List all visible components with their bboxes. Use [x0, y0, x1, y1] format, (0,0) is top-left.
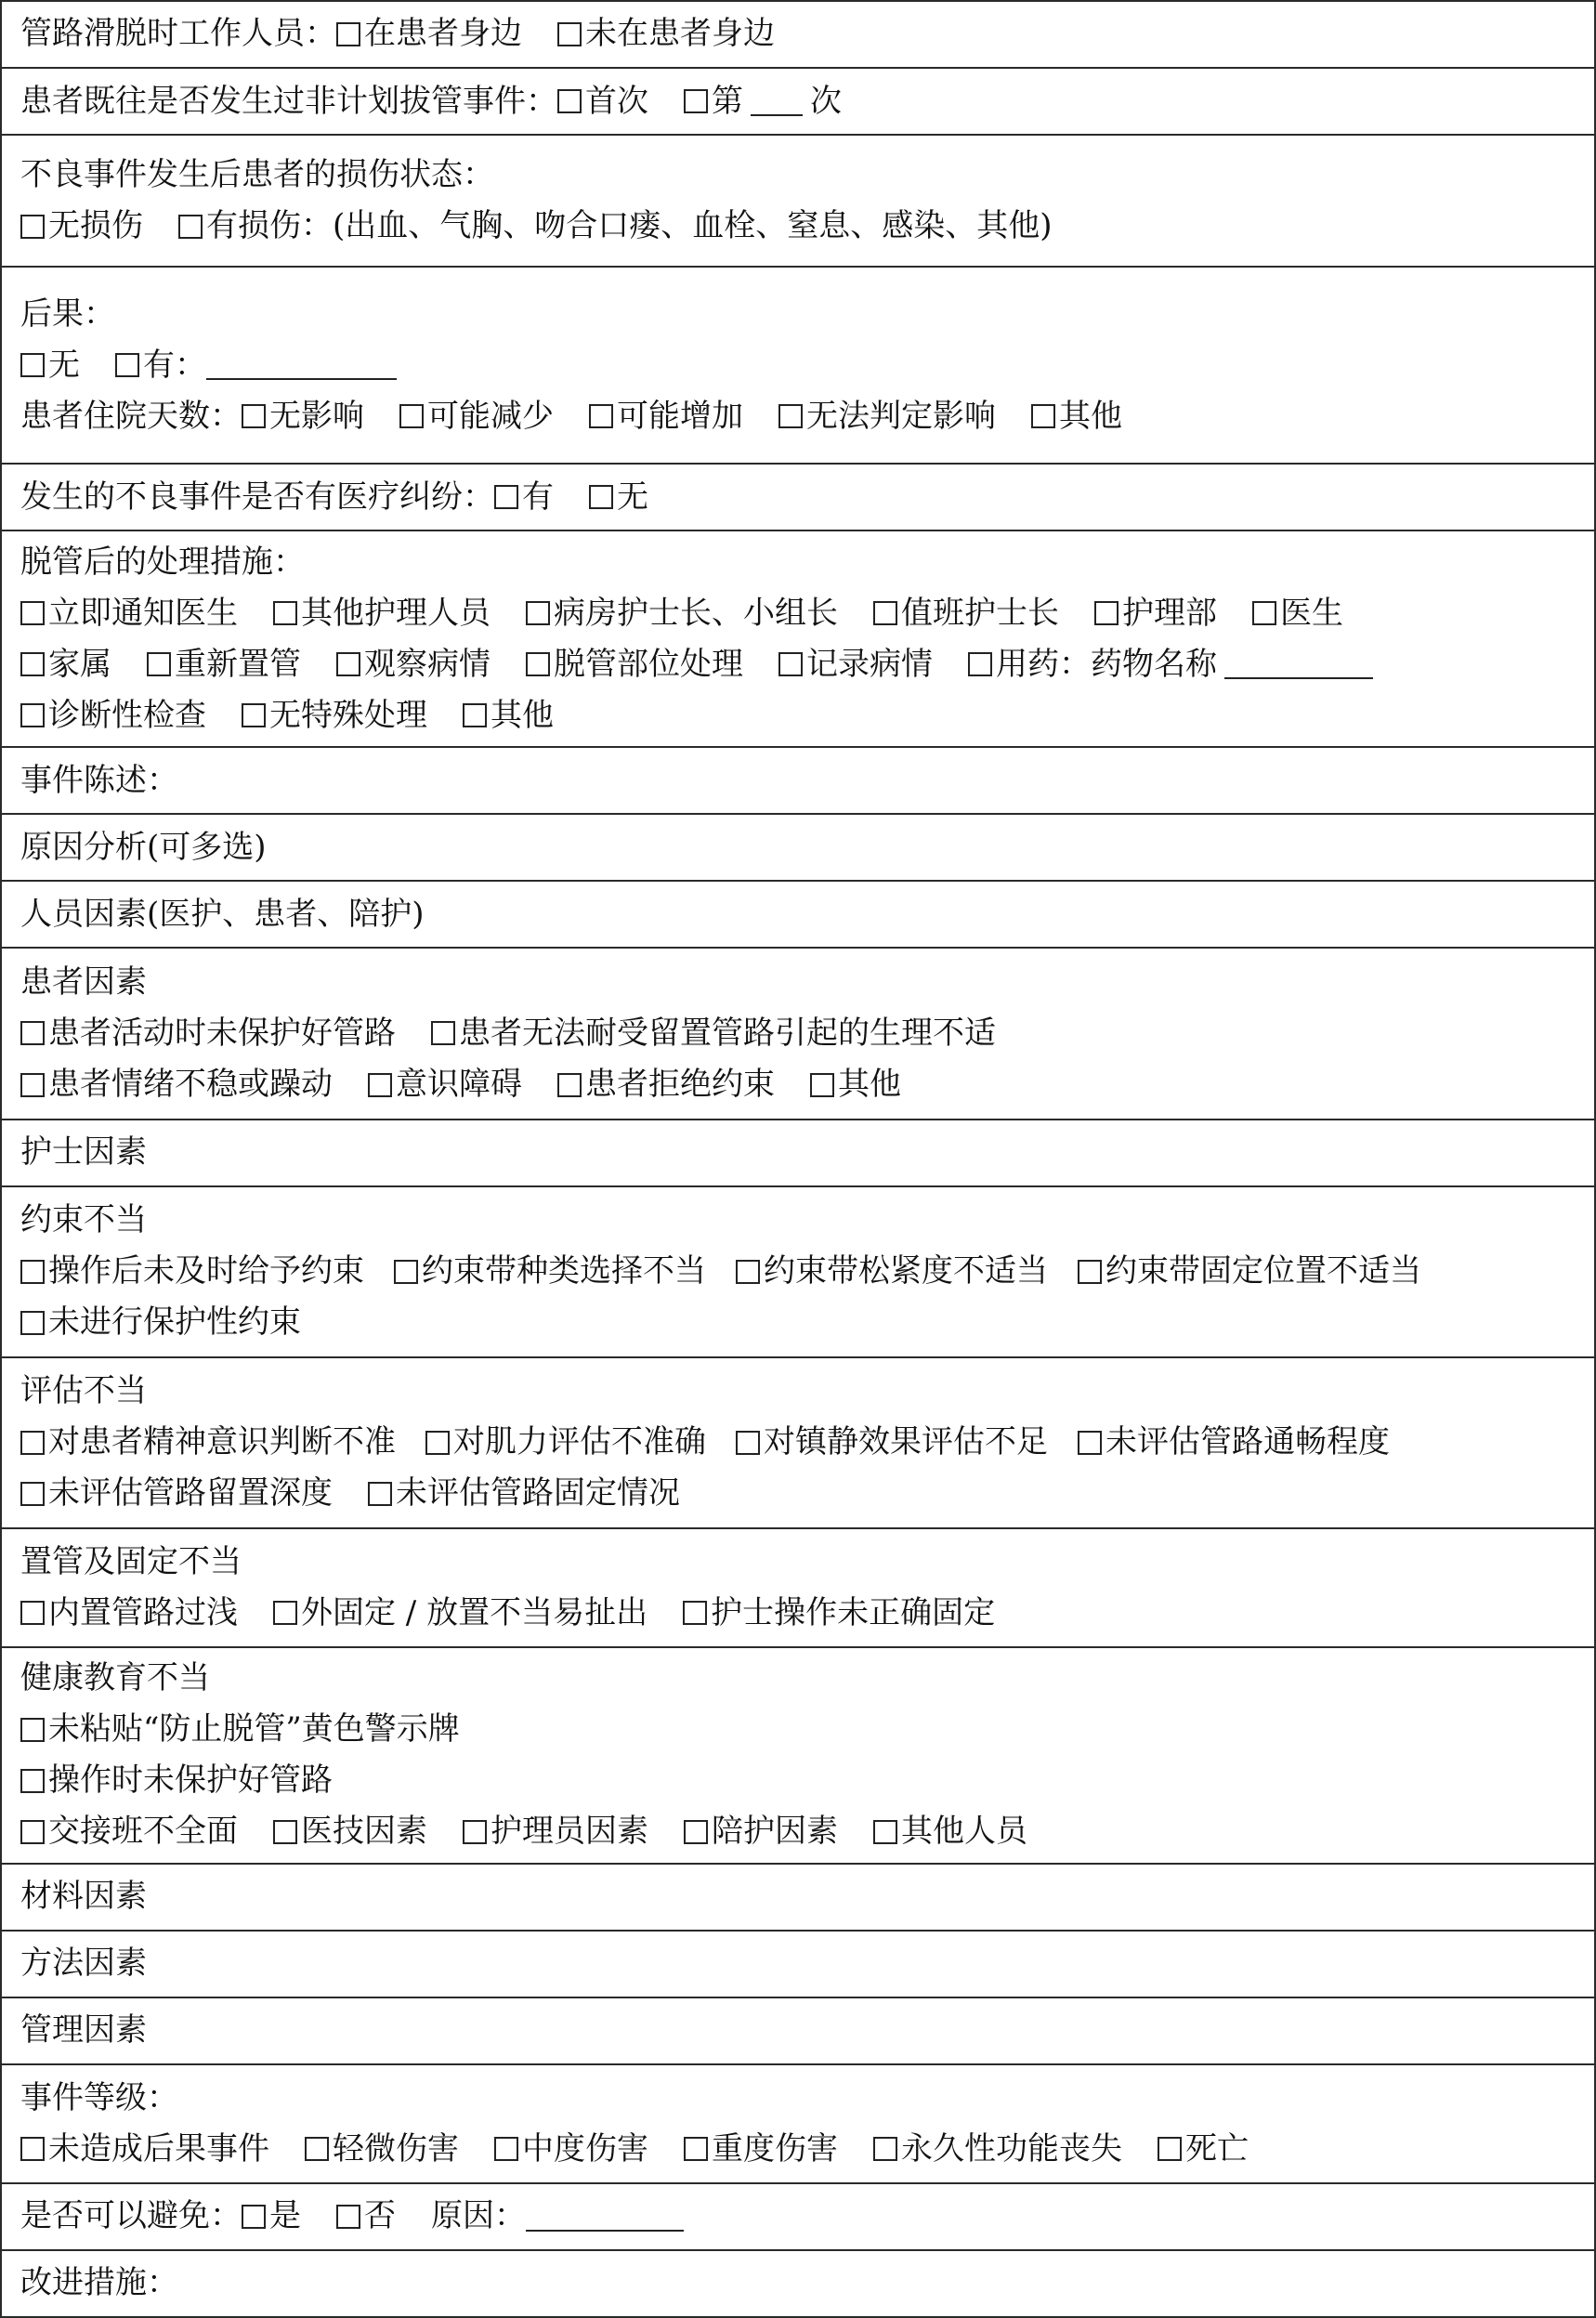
checkbox[interactable]: [20, 652, 45, 676]
option-patient-other[interactable]: 其他: [810, 1059, 901, 1110]
checkbox[interactable]: [20, 1431, 45, 1455]
checkbox[interactable]: [20, 1073, 45, 1097]
option-avoidable-yes[interactable]: 是: [242, 2191, 301, 2242]
option-wrong-restraint-type[interactable]: 约束带种类选择不当: [394, 1246, 706, 1297]
avoidable-section: [2, 2182, 1594, 2249]
option-tube-too-shallow[interactable]: 内置管路过浅: [20, 1588, 238, 1639]
option-no[interactable]: 无: [589, 472, 648, 523]
option-no-injury[interactable]: 无损伤: [20, 201, 143, 252]
cause-analysis-label: 原因分析(可多选): [20, 828, 267, 866]
option-unprotected-during-operation[interactable]: 操作时未保护好管路: [20, 1755, 333, 1806]
improper-restraint-label: 约束不当: [20, 1200, 147, 1238]
option-injury[interactable]: 有损伤：(出血、气胸、吻合口瘘、血栓、窒息、感染、其他): [178, 201, 1053, 252]
prior-extubation-label: 患者既往是否发生过非计划拔管事件：: [20, 82, 557, 120]
option-record-condition[interactable]: 记录病情: [778, 639, 933, 690]
event-level-section: [2, 2063, 1594, 2182]
checkbox[interactable]: [20, 1820, 45, 1844]
checkbox[interactable]: [368, 1073, 392, 1097]
checkbox[interactable]: [20, 1260, 45, 1284]
checkbox[interactable]: [305, 2137, 329, 2161]
checkbox[interactable]: [557, 22, 582, 46]
material-factors-section: [2, 1863, 1594, 1930]
times-blank[interactable]: [751, 86, 803, 116]
checkbox[interactable]: [147, 652, 171, 676]
health-education-section: [2, 1646, 1594, 1863]
checkbox[interactable]: [1158, 2137, 1182, 2161]
checkbox[interactable]: [242, 404, 266, 428]
event-description-section: [2, 746, 1594, 813]
option-agitation[interactable]: 患者情绪不稳或躁动: [20, 1059, 333, 1110]
option-no-consequence[interactable]: 未造成后果事件: [20, 2124, 269, 2175]
injury-status-label: 不良事件发生后患者的损伤状态：: [20, 156, 494, 194]
option-patency-not-assessed[interactable]: 未评估管路通畅程度: [1078, 1417, 1390, 1468]
option-doctor[interactable]: 医生: [1252, 588, 1343, 639]
medical-dispute-label: 发生的不良事件是否有医疗纠纷：: [20, 478, 494, 516]
consequence-label: 后果：: [20, 295, 115, 333]
option-death[interactable]: 死亡: [1158, 2124, 1249, 2175]
checkbox[interactable]: [20, 1311, 45, 1335]
option-wrong-position[interactable]: 约束带固定位置不适当: [1078, 1246, 1421, 1297]
option-other-nursing-staff[interactable]: 其他护理人员: [273, 588, 491, 639]
option-medical-tech-factor[interactable]: 医技因素: [273, 1806, 427, 1857]
checkbox[interactable]: [20, 2137, 45, 2161]
checkbox[interactable]: [242, 703, 266, 727]
option-incomplete-handover[interactable]: 交接班不全面: [20, 1806, 238, 1857]
personnel-factors-label: 人员因素(医护、患者、陪护): [20, 895, 425, 933]
option-external-fixation-improper[interactable]: 外固定 / 放置不当易扯出: [273, 1588, 648, 1639]
option-no-warning-sign[interactable]: 未粘贴“防止脱管”黄色警示牌: [20, 1704, 460, 1755]
option-caregiver-factor[interactable]: 护理员因素: [463, 1806, 648, 1857]
option-permanent-loss[interactable]: 永久性功能丧失: [873, 2124, 1122, 2175]
checkbox[interactable]: [399, 404, 424, 428]
option-may-increase[interactable]: 可能增加: [589, 391, 743, 442]
option-unprotected-during-activity[interactable]: 患者活动时未保护好管路: [20, 1008, 396, 1059]
checkbox[interactable]: [736, 1431, 760, 1455]
checkbox[interactable]: [115, 353, 139, 377]
checkbox[interactable]: [684, 1820, 708, 1844]
management-factors-label: 管理因素: [20, 2011, 147, 2050]
checkbox[interactable]: [20, 1482, 45, 1506]
checkbox[interactable]: [557, 89, 582, 113]
injury-status-section: [2, 134, 1594, 266]
option-no-protective-restraint[interactable]: 未进行保护性约束: [20, 1297, 301, 1348]
checkbox[interactable]: [1252, 601, 1276, 625]
checkbox[interactable]: [20, 1021, 45, 1045]
option-moderate-harm[interactable]: 中度伤害: [494, 2124, 648, 2175]
option-other-personnel[interactable]: 其他人员: [873, 1806, 1027, 1857]
checkbox[interactable]: [1031, 404, 1055, 428]
management-factors-section: [2, 1997, 1594, 2063]
consequence-section: [2, 266, 1594, 463]
checkbox[interactable]: [336, 2205, 360, 2229]
improvement-label: 改进措施：: [20, 2264, 178, 2302]
improper-assessment-section: [2, 1356, 1594, 1527]
option-medication[interactable]: 用药：药物名称: [968, 639, 1380, 690]
checkbox[interactable]: [684, 2137, 708, 2161]
checkbox[interactable]: [1078, 1260, 1102, 1284]
option-yes[interactable]: 有: [494, 472, 554, 523]
option-refuse-restraint[interactable]: 患者拒绝约束: [557, 1059, 775, 1110]
checkbox[interactable]: [242, 2205, 266, 2229]
checkbox[interactable]: [873, 2137, 897, 2161]
staff-presence-label: 管路滑脱时工作人员：: [20, 15, 336, 53]
checkbox[interactable]: [394, 1260, 418, 1284]
checkbox[interactable]: [494, 2137, 518, 2161]
improper-assessment-label: 评估不当: [20, 1372, 147, 1410]
checkbox[interactable]: [684, 89, 708, 113]
option-head-nurse[interactable]: 病房护士长、小组长: [526, 588, 838, 639]
option-depth-not-assessed[interactable]: 未评估管路留置深度: [20, 1468, 333, 1519]
checkbox[interactable]: [425, 1431, 450, 1455]
tube-fixation-section: [2, 1527, 1594, 1646]
checkbox[interactable]: [273, 601, 297, 625]
option-no-effect[interactable]: 无影响: [242, 391, 364, 442]
option-wrong-tightness[interactable]: 约束带松紧度不适当: [736, 1246, 1048, 1297]
checkbox[interactable]: [778, 652, 803, 676]
option-has[interactable]: 有：: [115, 340, 404, 391]
option-intolerance[interactable]: 患者无法耐受留置管路引起的生理不适: [431, 1008, 996, 1059]
checkbox[interactable]: [20, 1601, 45, 1625]
option-avoidable-no[interactable]: 否: [336, 2191, 396, 2242]
checkbox[interactable]: [463, 703, 487, 727]
checkbox[interactable]: [273, 1820, 297, 1844]
option-escort-factor[interactable]: 陪护因素: [684, 1806, 838, 1857]
checkbox[interactable]: [273, 1601, 297, 1625]
reason-blank[interactable]: [526, 2202, 684, 2232]
cause-analysis-section: [2, 813, 1594, 880]
option-none[interactable]: 无: [20, 340, 80, 391]
stay-days-label: 患者住院天数：: [20, 397, 242, 435]
checkbox[interactable]: [20, 1769, 45, 1793]
checkbox[interactable]: [778, 404, 803, 428]
option-reinsert-tube[interactable]: 重新置管: [147, 639, 301, 690]
checkbox[interactable]: [336, 22, 360, 46]
checkbox[interactable]: [810, 1073, 834, 1097]
checkbox[interactable]: [463, 1820, 487, 1844]
option-first-time[interactable]: 首次: [557, 76, 648, 127]
medical-dispute-section: [2, 463, 1594, 530]
handling-measures-label: 脱管后的处理措施：: [20, 543, 305, 581]
option-severe-harm[interactable]: 重度伤害: [684, 2124, 838, 2175]
material-factors-label: 材料因素: [20, 1878, 147, 1916]
checkbox[interactable]: [589, 485, 613, 509]
handling-measures-section: [2, 530, 1594, 746]
checkbox[interactable]: [873, 601, 897, 625]
option-notify-doctor[interactable]: 立即通知医生: [20, 588, 238, 639]
drug-name-blank[interactable]: [1224, 649, 1373, 679]
option-with-patient[interactable]: 在患者身边: [336, 8, 522, 59]
checkbox[interactable]: [20, 353, 45, 377]
checkbox[interactable]: [1078, 1431, 1102, 1455]
checkbox[interactable]: [20, 1718, 45, 1742]
checkbox[interactable]: [20, 215, 45, 239]
option-family[interactable]: 家属: [20, 639, 111, 690]
option-treat-site[interactable]: 脱管部位处理: [526, 639, 743, 690]
prior-extubation-section: [2, 67, 1594, 134]
option-consciousness-misjudged[interactable]: 对患者精神意识判断不准: [20, 1417, 396, 1468]
checkbox[interactable]: [873, 1820, 897, 1844]
option-undetermined[interactable]: 无法判定影响: [778, 391, 996, 442]
personnel-factors-section: [2, 880, 1594, 947]
nurse-factors-section: [2, 1119, 1594, 1185]
checkbox[interactable]: [683, 1601, 707, 1625]
option-sedation-insufficient[interactable]: 对镇静效果评估不足: [736, 1417, 1048, 1468]
option-observe-condition[interactable]: 观察病情: [336, 639, 491, 690]
option-not-with-patient[interactable]: 未在患者身边: [557, 8, 775, 59]
nurse-factors-label: 护士因素: [20, 1133, 147, 1171]
checkbox[interactable]: [1094, 601, 1119, 625]
event-level-label: 事件等级：: [20, 2078, 178, 2116]
event-description-label: 事件陈述：: [20, 761, 178, 799]
checkbox[interactable]: [589, 404, 613, 428]
reason-field[interactable]: 原因：: [431, 2191, 691, 2242]
staff-presence-section: [2, 2, 1594, 67]
consequence-blank[interactable]: [206, 350, 397, 380]
checkbox[interactable]: [20, 601, 45, 625]
checkbox[interactable]: [336, 652, 360, 676]
option-muscle-strength-inaccurate[interactable]: 对肌力评估不准确: [425, 1417, 706, 1468]
option-other-measure[interactable]: 其他: [463, 690, 554, 741]
checkbox[interactable]: [431, 1021, 455, 1045]
option-no-timely-restraint[interactable]: 操作后未及时给予约束: [20, 1246, 364, 1297]
checkbox[interactable]: [557, 1073, 582, 1097]
method-factors-label: 方法因素: [20, 1945, 147, 1983]
improper-restraint-section: [2, 1185, 1594, 1356]
option-fixation-not-assessed[interactable]: 未评估管路固定情况: [368, 1468, 680, 1519]
option-consciousness-disorder[interactable]: 意识障碍: [368, 1059, 522, 1110]
option-duty-head-nurse[interactable]: 值班护士长: [873, 588, 1059, 639]
checkbox[interactable]: [736, 1260, 760, 1284]
option-other[interactable]: 其他: [1031, 391, 1122, 442]
improvement-section: [2, 2249, 1594, 2316]
option-nth-time[interactable]: 第 次: [684, 76, 842, 127]
option-nursing-department[interactable]: 护理部: [1094, 588, 1217, 639]
patient-factors-section: [2, 947, 1594, 1118]
checkbox[interactable]: [368, 1482, 392, 1506]
checkbox[interactable]: [968, 652, 992, 676]
checkbox[interactable]: [178, 215, 203, 239]
method-factors-section: [2, 1930, 1594, 1997]
checkbox[interactable]: [526, 601, 550, 625]
checkbox[interactable]: [526, 652, 550, 676]
option-may-decrease[interactable]: 可能减少: [399, 391, 554, 442]
option-diagnostic-exam[interactable]: 诊断性检查: [20, 690, 206, 741]
health-education-label: 健康教育不当: [20, 1659, 210, 1697]
option-no-special-treatment[interactable]: 无特殊处理: [242, 690, 427, 741]
option-nurse-fixation-incorrect[interactable]: 护士操作未正确固定: [683, 1588, 995, 1639]
option-minor-harm[interactable]: 轻微伤害: [305, 2124, 459, 2175]
avoidable-label: 是否可以避免：: [20, 2197, 242, 2235]
checkbox[interactable]: [20, 703, 45, 727]
patient-factors-label: 患者因素: [20, 963, 147, 1001]
tube-fixation-label: 置管及固定不当: [20, 1542, 242, 1580]
checkbox[interactable]: [494, 485, 518, 509]
